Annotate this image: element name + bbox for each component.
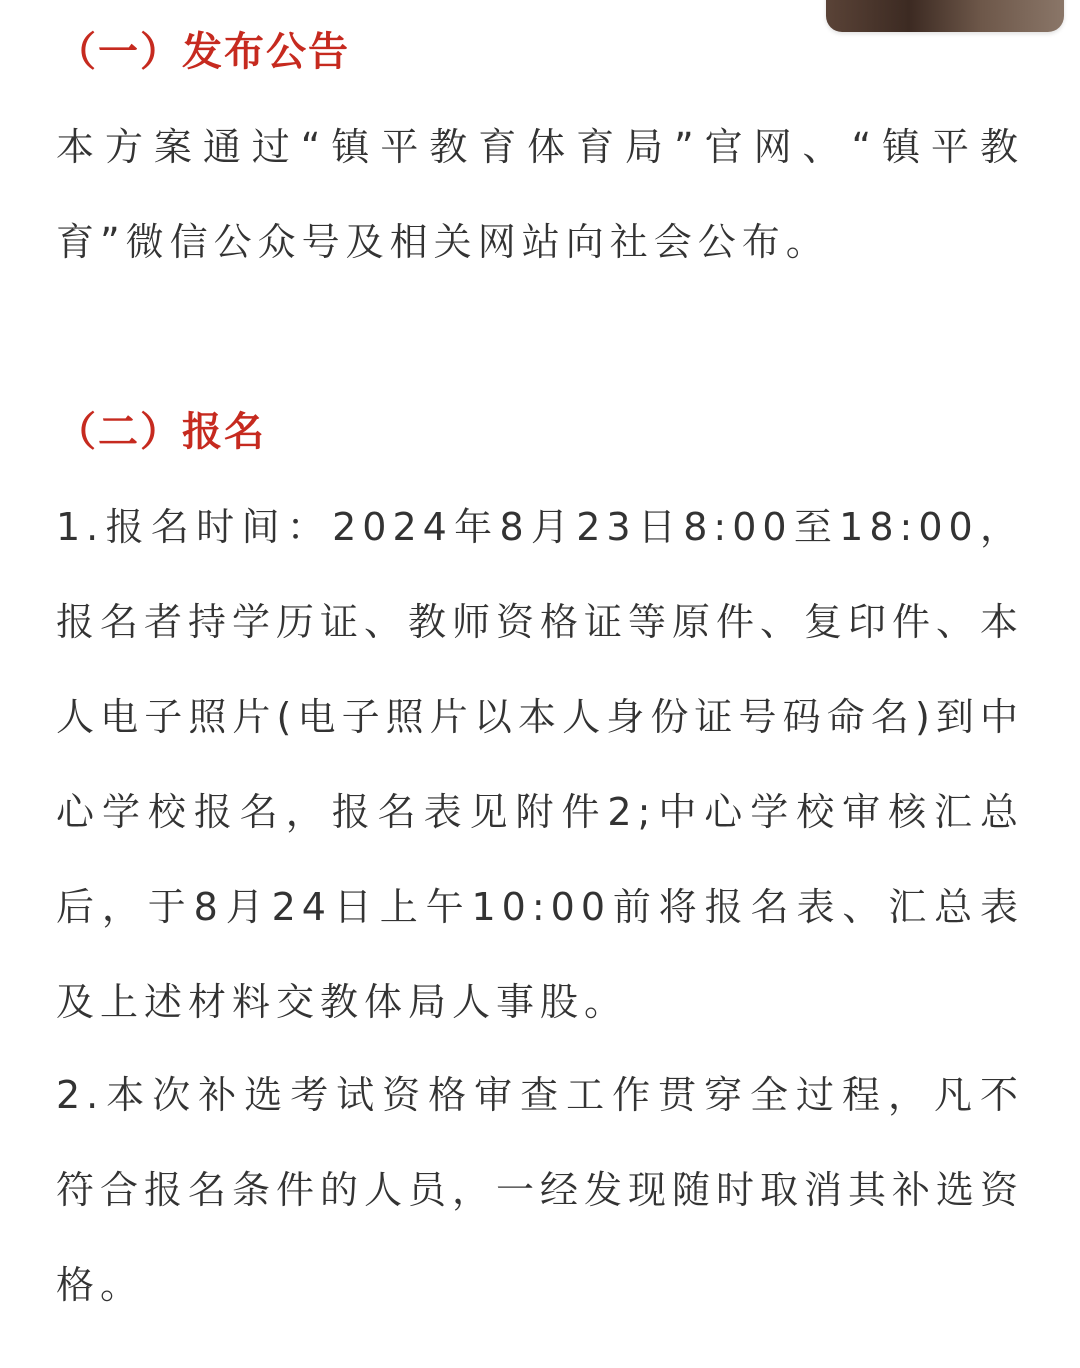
section-heading-registration: （二）报名 (56, 409, 266, 455)
section-paragraph: 1.报名时间：2024年8月23日8:00至18:00，报名者持学历证、教师资格证等原件、复印件、本人电子照片(电子照片以本人身份证号码命名)到中心学校报名，报名表见附件2;中心学校审核汇总后，于8月24日上午10:00前将报名表、汇总表及上述材料交教体局人事股。 (56, 505, 1025, 1024)
section-paragraph: 本方案通过“镇平教育体育局”官网、“镇平教育”微信公众号及相关网站向社会公布。 (56, 125, 1024, 264)
section-paragraph: 2.本次补选考试资格审查工作贯穿全过程，凡不符合报名条件的人员，一经发现随时取消其补选资格。 (56, 1073, 1025, 1307)
section-heading-publish-notice: （一）发布公告 (56, 29, 350, 75)
corner-thumbnail-image (826, 0, 1064, 32)
